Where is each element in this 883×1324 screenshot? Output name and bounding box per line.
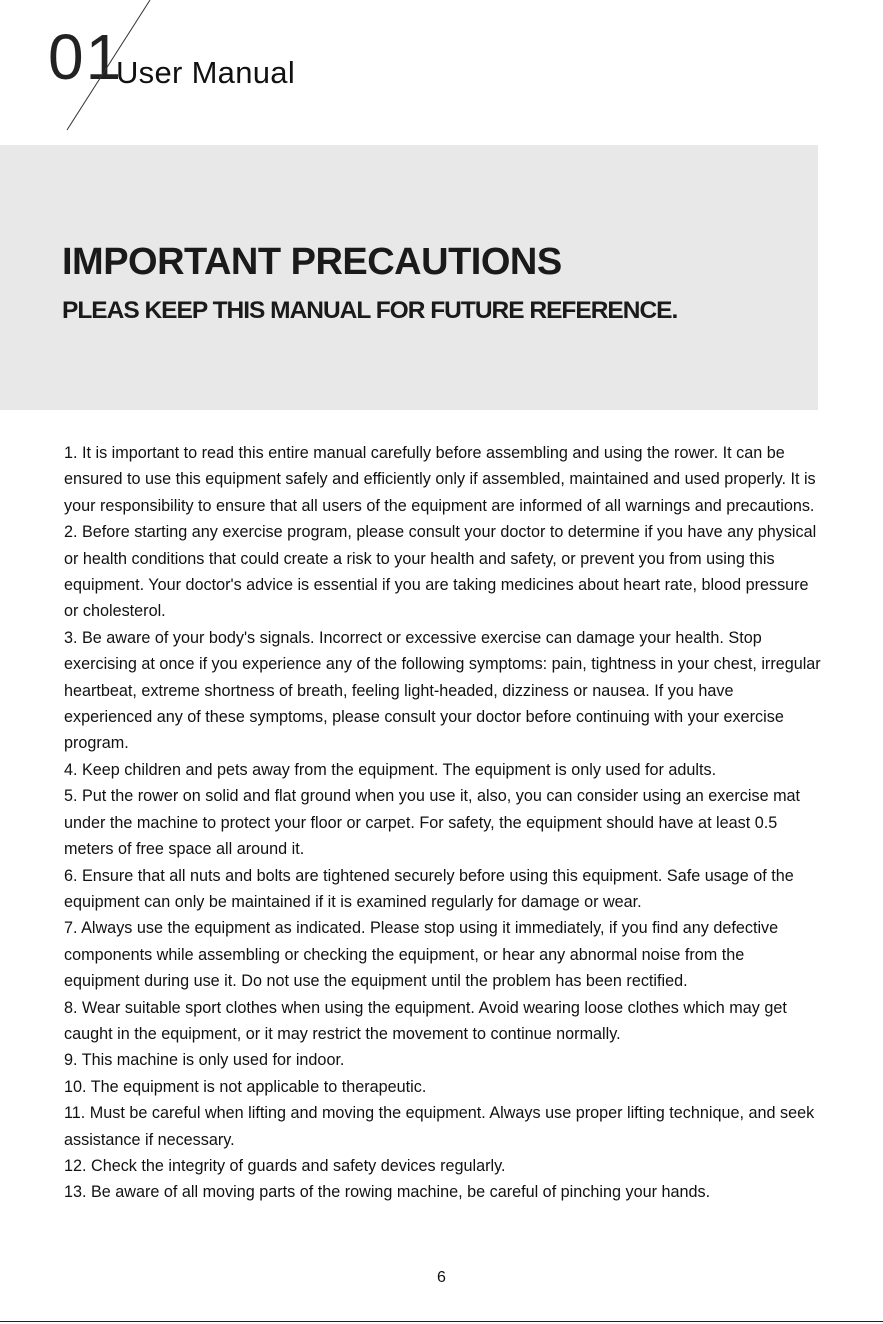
precaution-item: 5. Put the rower on solid and flat ground when you use it, also, you can consider using an exercise mat under the machine to protect your floor or carpet. For safety, the equipment should have at least 0.5 meters of free space all around it. [64,787,801,859]
precaution-item: 4. Keep children and pets away from the equipment. The equipment is only used for adults. [64,760,717,779]
precaution-item: 9. This machine is only used for indoor. [64,1051,345,1070]
footer-divider [0,1321,883,1322]
precaution-item: 6. Ensure that all nuts and bolts are tightened securely before using this equipment. Safe usage of the equipment can only be maintained if it is examined regularly for damage or wear. [64,866,794,911]
precaution-item: 12. Check the integrity of guards and safety devices regularly. [64,1156,506,1175]
header-title: User Manual [116,55,296,90]
precautions-banner [0,145,818,410]
precaution-item: 2. Before starting any exercise program, please consult your doctor to determine if you have any physical or health conditions that could create a risk to your health and safety, or prevent you from using this equipment. Your doctor's advice is essential if you are taking medicines about heart rate, blood pressure or cholesterol. [64,523,817,621]
banner-title: IMPORTANT PRECAUTIONS [62,241,562,283]
banner-subtitle: PLEAS KEEP THIS MANUAL FOR FUTURE REFERENCE. [62,297,678,324]
precaution-item: 11. Must be careful when lifting and moving the equipment. Always use proper lifting technique, and seek assistance if necessary. [64,1104,815,1149]
chapter-number: 01 [48,21,124,93]
precaution-item: 3. Be aware of your body's signals. Incorrect or excessive exercise can damage your health. Stop exercising at once if you experience any of the following symptoms: pain, tightness in your chest, irregular heartbeat, extreme shortness of breath, feeling light-headed, dizziness or nausea. If you have experienced any of these symptoms, please consult your doctor before continuing with your exercise program. [64,628,821,753]
precaution-item: 13. Be aware of all moving parts of the rowing machine, be careful of pinching your hands. [64,1183,711,1202]
precaution-item: 7. Always use the equipment as indicated. Please stop using it immediately, if you find any defective components while assembling or checking the equipment, or hear any abnormal noise from the equipment during use it. Do not use the equipment until the problem has been rectified. [64,919,779,991]
precaution-item: 1. It is important to read this entire manual carefully before assembling and using the rower. It can be ensured to use this equipment safely and efficiently only if assembled, maintained and used properly. It is your responsibility to ensure that all users of the equipment are informed of all warnings and precautions. [64,444,816,515]
precaution-item: 10. The equipment is not applicable to therapeutic. [64,1077,427,1096]
precaution-item: 8. Wear suitable sport clothes when using the equipment. Avoid wearing loose clothes which may get caught in the equipment, or it may restrict the movement to continue normally. [64,998,787,1043]
page-number: 6 [437,1269,446,1286]
precautions-list [64,440,824,1206]
